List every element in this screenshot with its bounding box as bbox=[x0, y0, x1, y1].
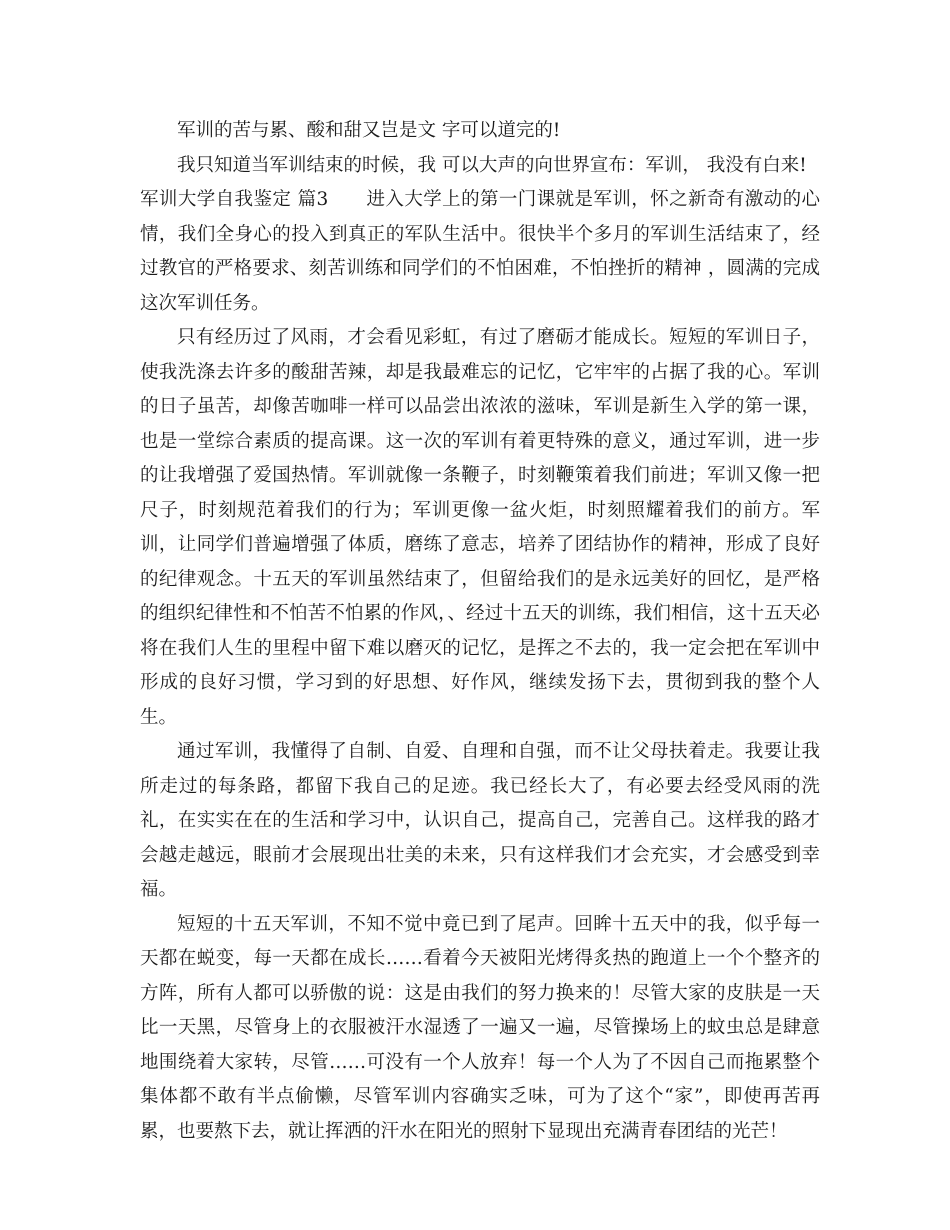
paragraph-4: 只有经历过了风雨，才会看见彩虹，有过了磨砺才能成长。短短的军训日子，使我洗涤去许多的酸甜苦辣，却是我最难忘的记忆，它牢牢的占据了我的心。军训的日子虽苦，却像苦咖啡一样可以品尝出浓浓的滋味，军训是新生入学的第一课，也是一堂综合素质的提高课。这一次的军训有着更特殊的意义，通过军训，进一步的让我增强了爱国热情。军训就像一条鞭子，时刻鞭策着我们前进；军训又像一把尺子，时刻规范着我们的行为；军训更像一盆火炬，时刻照耀着我们的前方。军训，让同学们普遍增强了体质，磨练了意志，培养了团结协作的精神，形成了良好的纪律观念。十五天的军训虽然结束了，但留给我们的是永远美好的回忆，是严格的组织纪律性和不怕苦不怕累的作风，、经过十五天的训练，我们相信，这十五天必将在我们人生的里程中留下难以磨灭的记忆，是挥之不去的，我一定会把在军训中形成的良好习惯，学习到的好思想、好作风，继续发扬下去，贯彻到我的整个人生。 bbox=[140, 327, 820, 728]
paragraph-3-section-heading: 军训大学自我鉴定 篇3 进入大学上的第一门课就是军训，怀之新奇有激动的心情，我们全身心的投入到真正的军队生活中。很快半个多月的军训生活结束了，经过教官的严格要求、刻苦训练和同学们的不怕困难，不怕挫折的精神 ，圆满的完成这次军训任务。 bbox=[140, 189, 820, 314]
document-body bbox=[140, 114, 820, 1149]
paragraph-6: 短短的十五天军训，不知不觉中竟已到了尾声。回眸十五天中的我，似乎每一天都在蜕变，每一天都在成长……看着今天被阳光烤得炙热的跑道上一个个整齐的方阵，所有人都可以骄傲的说：这是由我们的努力换来的！尽管大家的皮肤是一天比一天黑，尽管身上的衣服被汗水湿透了一遍又一遍，尽管操场上的蚊虫总是肆意地围绕着大家转，尽管……可没有一个人放弃！每一个人为了不因自己而拖累整个集体都不敢有半点偷懒，尽管军训内容确实乏味，可为了这个“家”，即使再苦再累，也要熬下去，就让挥洒的汗水在阳光的照射下显现出充满青春团结的光芒！ bbox=[140, 913, 820, 1142]
paragraph-1: 军训的苦与累、酸和甜又岂是文 字可以道完的! bbox=[177, 120, 561, 141]
paragraph-5: 通过军训，我懂得了自制、自爱、自理和自强，而不让父母扶着走。我要让我所走过的每条路，都留下我自己的足迹。我已经长大了，有必要去经受风雨的洗礼，在实实在在的生活和学习中，认识自己，提高自己，完善自己。这样我的路才会越走越远，眼前才会展现出壮美的未来，只有这样我们才会充实，才会感受到幸福。 bbox=[140, 741, 820, 900]
paragraph-2: 我只知道当军训结束的时候，我 可以大声的向世界宣布：军训， 我没有白来! bbox=[177, 154, 807, 176]
